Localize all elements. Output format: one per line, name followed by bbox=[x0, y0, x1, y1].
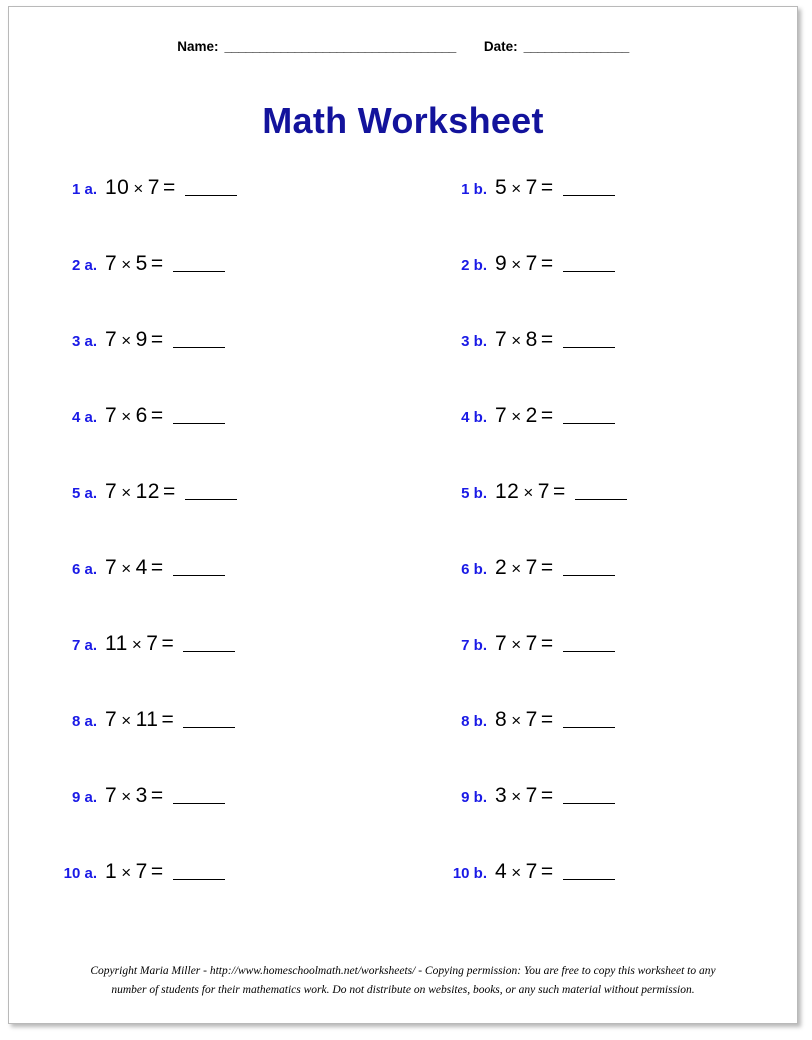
problem-6a bbox=[31, 556, 409, 580]
operand-a: 12 bbox=[495, 480, 520, 503]
equals-sign: = bbox=[150, 328, 164, 351]
problem-grid bbox=[9, 176, 797, 936]
problem-row bbox=[31, 556, 787, 632]
equals-sign: = bbox=[552, 480, 566, 503]
problem-row bbox=[31, 404, 787, 480]
answer-blank[interactable] bbox=[183, 713, 235, 728]
multiply-icon: × bbox=[131, 635, 143, 654]
equals-sign: = bbox=[540, 328, 554, 351]
multiply-icon: × bbox=[121, 559, 132, 578]
equals-sign: = bbox=[150, 404, 164, 427]
answer-blank[interactable] bbox=[173, 257, 225, 272]
equals-sign: = bbox=[150, 784, 164, 807]
problem-expression bbox=[495, 328, 615, 352]
problem-expression bbox=[105, 480, 237, 504]
problem-expression bbox=[105, 784, 225, 808]
copyright-line-1: Copyright Maria Miller - http://www.homeschoolmath.net/worksheets/ - Copying permission: You are free to copy this worksheet to any bbox=[90, 964, 716, 977]
answer-blank[interactable] bbox=[563, 865, 615, 880]
problem-expression bbox=[495, 556, 615, 580]
operand-a: 8 bbox=[495, 708, 508, 731]
answer-blank[interactable] bbox=[183, 637, 235, 652]
operand-b: 7 bbox=[135, 860, 148, 883]
operand-a: 7 bbox=[495, 328, 508, 351]
answer-blank[interactable] bbox=[173, 865, 225, 880]
multiply-icon: × bbox=[121, 711, 132, 730]
operand-a: 7 bbox=[105, 252, 118, 275]
operand-a: 7 bbox=[105, 404, 118, 427]
multiply-icon: × bbox=[121, 863, 132, 882]
problem-expression bbox=[105, 860, 225, 884]
operand-b: 6 bbox=[135, 404, 148, 427]
worksheet-page bbox=[8, 6, 798, 1024]
operand-b: 7 bbox=[146, 632, 159, 655]
problem-9b bbox=[409, 784, 787, 808]
problem-expression bbox=[105, 632, 235, 656]
operand-a: 7 bbox=[105, 556, 118, 579]
problem-number: 9 b. bbox=[461, 789, 487, 806]
answer-blank[interactable] bbox=[173, 409, 225, 424]
student-info-line bbox=[9, 39, 797, 54]
answer-blank[interactable] bbox=[173, 789, 225, 804]
operand-a: 7 bbox=[105, 708, 118, 731]
problem-8a bbox=[31, 708, 409, 732]
equals-sign: = bbox=[161, 632, 175, 655]
problem-number: 5 a. bbox=[71, 485, 97, 502]
answer-blank[interactable] bbox=[185, 485, 237, 500]
problem-expression bbox=[105, 404, 225, 428]
operand-b: 7 bbox=[525, 252, 538, 275]
equals-sign: = bbox=[540, 176, 554, 199]
operand-b: 3 bbox=[135, 784, 148, 807]
multiply-icon: × bbox=[511, 331, 522, 350]
problem-number: 7 a. bbox=[71, 637, 97, 654]
multiply-icon: × bbox=[121, 787, 132, 806]
problem-1a bbox=[31, 176, 409, 200]
problem-number: 7 b. bbox=[461, 637, 487, 654]
problem-number: 6 a. bbox=[71, 561, 97, 578]
problem-expression bbox=[495, 404, 615, 428]
page-title: Math Worksheet bbox=[262, 100, 544, 141]
operand-b: 7 bbox=[537, 480, 550, 503]
operand-a: 7 bbox=[105, 784, 118, 807]
answer-blank[interactable] bbox=[173, 561, 225, 576]
equals-sign: = bbox=[150, 860, 164, 883]
problem-number: 3 a. bbox=[71, 333, 97, 350]
operand-a: 10 bbox=[105, 176, 130, 199]
problem-8b bbox=[409, 708, 787, 732]
equals-sign: = bbox=[540, 632, 554, 655]
problem-2b bbox=[409, 252, 787, 276]
answer-blank[interactable] bbox=[563, 409, 615, 424]
multiply-icon: × bbox=[511, 711, 522, 730]
problem-4b bbox=[409, 404, 787, 428]
operand-b: 5 bbox=[135, 252, 148, 275]
answer-blank[interactable] bbox=[563, 713, 615, 728]
problem-row bbox=[31, 328, 787, 404]
operand-b: 7 bbox=[147, 176, 160, 199]
equals-sign: = bbox=[161, 708, 175, 731]
operand-a: 2 bbox=[495, 556, 508, 579]
problem-number: 2 a. bbox=[71, 257, 97, 274]
multiply-icon: × bbox=[511, 863, 522, 882]
date-label: Date: bbox=[483, 39, 518, 54]
answer-blank[interactable] bbox=[563, 181, 615, 196]
problem-number: 10 b. bbox=[452, 865, 487, 882]
problem-number: 2 b. bbox=[461, 257, 487, 274]
equals-sign: = bbox=[540, 556, 554, 579]
worksheet-body bbox=[9, 7, 797, 1023]
operand-b: 11 bbox=[135, 708, 159, 731]
date-blank[interactable]: _______________ bbox=[523, 39, 629, 54]
problem-number: 1 a. bbox=[71, 181, 97, 198]
answer-blank[interactable] bbox=[173, 333, 225, 348]
problem-expression bbox=[495, 708, 615, 732]
operand-b: 7 bbox=[525, 860, 538, 883]
problem-row bbox=[31, 708, 787, 784]
operand-a: 3 bbox=[495, 784, 508, 807]
problem-number: 6 b. bbox=[461, 561, 487, 578]
copyright-line-2: number of students for their mathematics work. Do not distribute on websites, books, or any such material without permission. bbox=[111, 984, 695, 997]
operand-b: 4 bbox=[135, 556, 148, 579]
problem-expression bbox=[105, 708, 235, 732]
operand-a: 4 bbox=[495, 860, 508, 883]
equals-sign: = bbox=[162, 480, 176, 503]
operand-b: 7 bbox=[525, 176, 538, 199]
problem-4a bbox=[31, 404, 409, 428]
problem-number: 9 a. bbox=[71, 789, 97, 806]
operand-a: 9 bbox=[495, 252, 508, 275]
problem-number: 4 b. bbox=[461, 409, 487, 426]
problem-number: 10 a. bbox=[63, 865, 97, 882]
problem-number: 4 a. bbox=[71, 409, 97, 426]
problem-expression bbox=[495, 632, 615, 656]
problem-7b bbox=[409, 632, 787, 656]
operand-a: 7 bbox=[105, 480, 118, 503]
operand-a: 5 bbox=[495, 176, 508, 199]
problem-number: 8 a. bbox=[71, 713, 97, 730]
multiply-icon: × bbox=[133, 179, 144, 198]
operand-b: 8 bbox=[525, 328, 538, 351]
equals-sign: = bbox=[150, 556, 164, 579]
problem-expression bbox=[105, 556, 225, 580]
operand-b: 7 bbox=[525, 632, 538, 655]
answer-blank[interactable] bbox=[563, 561, 615, 576]
multiply-icon: × bbox=[511, 179, 522, 198]
equals-sign: = bbox=[150, 252, 164, 275]
problem-expression bbox=[105, 328, 225, 352]
answer-blank[interactable] bbox=[575, 485, 627, 500]
operand-b: 7 bbox=[525, 708, 538, 731]
problem-row bbox=[31, 860, 787, 936]
multiply-icon: × bbox=[121, 407, 132, 426]
problem-number: 8 b. bbox=[461, 713, 487, 730]
equals-sign: = bbox=[540, 860, 554, 883]
problem-3b bbox=[409, 328, 787, 352]
answer-blank[interactable] bbox=[563, 257, 615, 272]
answer-blank[interactable] bbox=[563, 333, 615, 348]
problem-number: 5 b. bbox=[461, 485, 487, 502]
problem-row bbox=[31, 632, 787, 708]
operand-b: 2 bbox=[525, 404, 538, 427]
problem-1b bbox=[409, 176, 787, 200]
operand-a: 7 bbox=[495, 404, 508, 427]
answer-blank[interactable] bbox=[563, 789, 615, 804]
problem-5b bbox=[409, 480, 787, 504]
problem-row bbox=[31, 480, 787, 556]
problem-row bbox=[31, 252, 787, 328]
problem-expression bbox=[105, 176, 237, 200]
equals-sign: = bbox=[540, 708, 554, 731]
operand-b: 9 bbox=[135, 328, 148, 351]
operand-a: 11 bbox=[105, 632, 128, 655]
problem-10a bbox=[31, 860, 409, 884]
equals-sign: = bbox=[162, 176, 176, 199]
answer-blank[interactable] bbox=[185, 181, 237, 196]
multiply-icon: × bbox=[121, 255, 132, 274]
equals-sign: = bbox=[540, 252, 554, 275]
problem-5a bbox=[31, 480, 409, 504]
operand-b: 12 bbox=[135, 480, 160, 503]
problem-expression bbox=[495, 480, 627, 504]
multiply-icon: × bbox=[511, 559, 522, 578]
problem-expression bbox=[495, 860, 615, 884]
problem-9a bbox=[31, 784, 409, 808]
name-blank[interactable]: _________________________________ bbox=[224, 39, 456, 54]
operand-a: 1 bbox=[105, 860, 118, 883]
operand-b: 7 bbox=[525, 784, 538, 807]
copyright-footer bbox=[9, 962, 797, 1001]
multiply-icon: × bbox=[523, 483, 534, 502]
problem-expression bbox=[495, 252, 615, 276]
problem-expression bbox=[105, 252, 225, 276]
operand-a: 7 bbox=[495, 632, 508, 655]
problem-7a bbox=[31, 632, 409, 656]
multiply-icon: × bbox=[511, 255, 522, 274]
multiply-icon: × bbox=[511, 635, 522, 654]
multiply-icon: × bbox=[121, 483, 132, 502]
problem-number: 1 b. bbox=[461, 181, 487, 198]
problem-expression bbox=[495, 784, 615, 808]
equals-sign: = bbox=[540, 784, 554, 807]
problem-10b bbox=[409, 860, 787, 884]
operand-b: 7 bbox=[525, 556, 538, 579]
problem-row bbox=[31, 176, 787, 252]
equals-sign: = bbox=[540, 404, 554, 427]
name-label: Name: bbox=[177, 39, 219, 54]
operand-a: 7 bbox=[105, 328, 118, 351]
problem-row bbox=[31, 784, 787, 860]
problem-expression bbox=[495, 176, 615, 200]
multiply-icon: × bbox=[511, 407, 522, 426]
answer-blank[interactable] bbox=[563, 637, 615, 652]
problem-number: 3 b. bbox=[461, 333, 487, 350]
problem-6b bbox=[409, 556, 787, 580]
problem-3a bbox=[31, 328, 409, 352]
multiply-icon: × bbox=[511, 787, 522, 806]
multiply-icon: × bbox=[121, 331, 132, 350]
problem-2a bbox=[31, 252, 409, 276]
